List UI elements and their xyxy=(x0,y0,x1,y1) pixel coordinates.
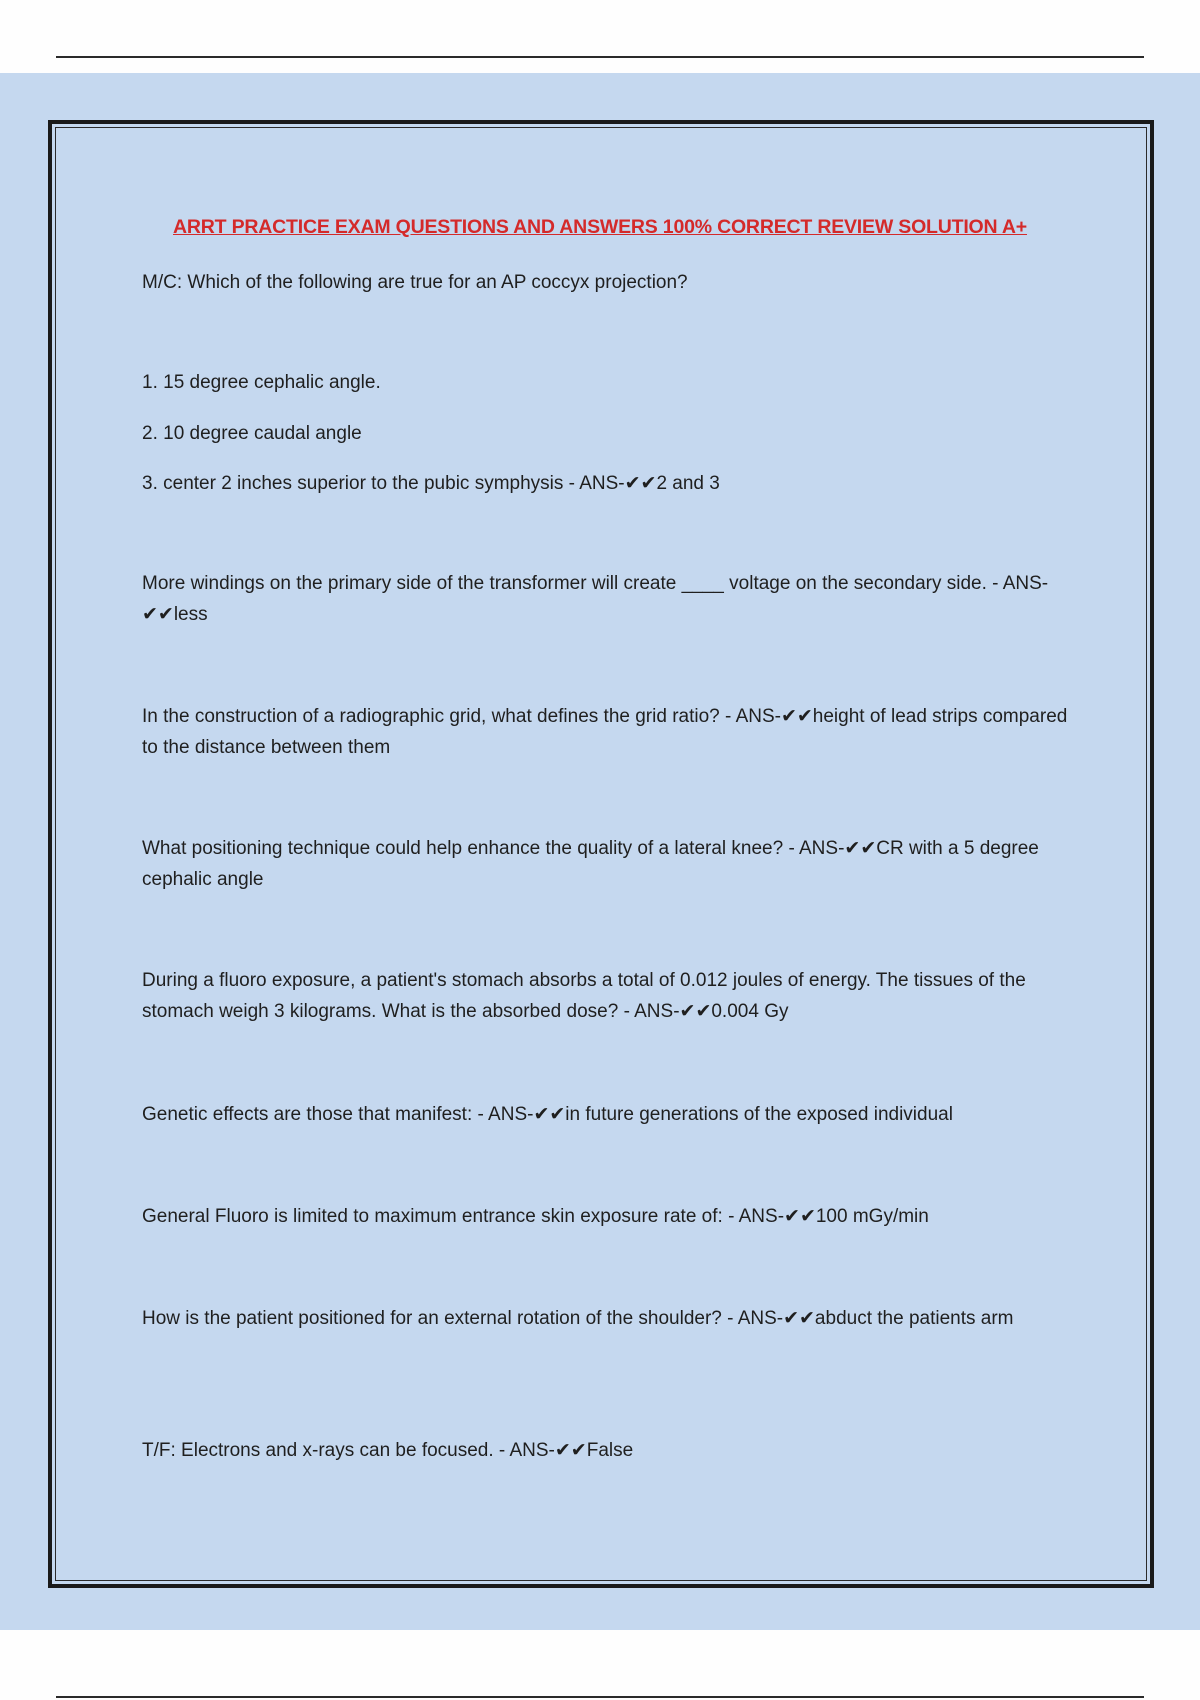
question-9: T/F: Electrons and x-rays can be focused. - ANS-✔✔False xyxy=(142,1440,634,1461)
question-3: In the construction of a radiographic grid, what defines the grid ratio? - ANS-✔✔height of lead strips compared to the distance between them xyxy=(142,706,1068,758)
question-1-option-2: 2. 10 degree caudal angle xyxy=(142,423,362,444)
question-1-stem: M/C: Which of the following are true for an AP coccyx projection? xyxy=(142,272,688,293)
question-1-option-1: 1. 15 degree cephalic angle. xyxy=(142,372,381,393)
question-5: During a fluoro exposure, a patient's stomach absorbs a total of 0.012 joules of energy. The tissues of the stomach weigh 3 kilograms. What is the absorbed dose? - ANS-✔✔0.004 Gy xyxy=(142,970,1026,1022)
question-1-option-3-answer: 3. center 2 inches superior to the pubic symphysis - ANS-✔✔2 and 3 xyxy=(142,473,720,494)
document-title: ARRT PRACTICE EXAM QUESTIONS AND ANSWERS 100% CORRECT REVIEW SOLUTION A+ xyxy=(173,216,1027,238)
question-7: General Fluoro is limited to maximum entrance skin exposure rate of: - ANS-✔✔100 mGy/min xyxy=(142,1206,929,1227)
question-2: More windings on the primary side of the transformer will create ____ voltage on the secondary side. - ANS-✔✔less xyxy=(142,573,1049,625)
question-6: Genetic effects are those that manifest: - ANS-✔✔in future generations of the exposed individual xyxy=(142,1104,953,1125)
bottom-rule xyxy=(56,1696,1144,1698)
question-8: How is the patient positioned for an external rotation of the shoulder? - ANS-✔✔abduct the patients arm xyxy=(142,1308,1014,1329)
question-4: What positioning technique could help enhance the quality of a lateral knee? - ANS-✔✔CR with a 5 degree cephalic angle xyxy=(142,838,1039,890)
top-rule xyxy=(56,56,1144,58)
